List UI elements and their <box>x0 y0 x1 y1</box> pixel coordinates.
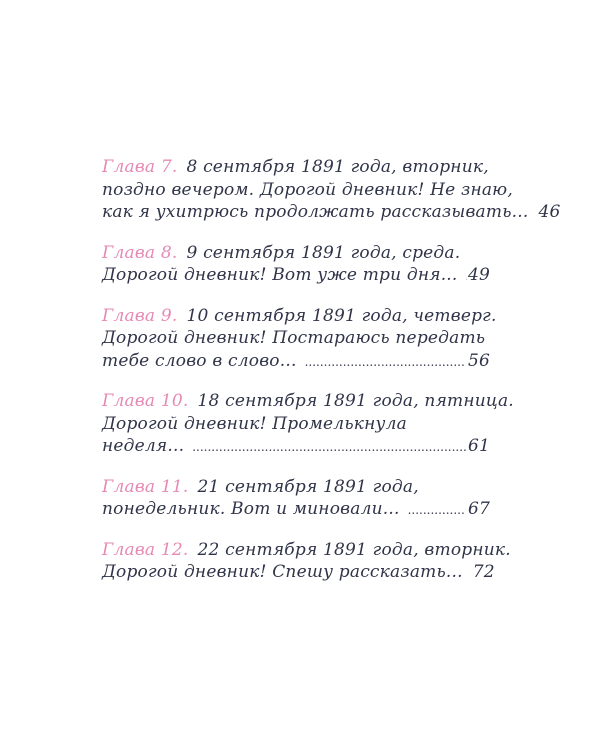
chapter-label: Глава 12. <box>102 539 189 560</box>
toc-entry-chapter-9 <box>102 305 497 373</box>
toc-entry-chapter-11 <box>102 476 490 521</box>
toc-entry-chapter-7 <box>102 156 561 224</box>
chapter-title-text: неделя... <box>102 436 185 456</box>
dot-leader <box>305 350 466 374</box>
toc-entry-chapter-10 <box>102 390 514 458</box>
chapter-title-text: как я ухитрюсь продолжать рассказывать... <box>102 202 529 222</box>
toc-line <box>102 390 514 413</box>
toc-leader-line <box>102 350 490 373</box>
chapter-title-text: Дорогой дневник! Промелькнула <box>102 413 407 434</box>
chapter-label: Глава 7. <box>102 157 178 177</box>
toc-leader-line <box>102 264 490 287</box>
toc-leader-line <box>102 561 495 584</box>
dot-leader <box>408 498 466 522</box>
page-number: 46 <box>538 202 561 222</box>
toc-leader-line <box>102 201 561 224</box>
toc-line <box>102 413 490 436</box>
chapter-title-text: 21 сентября 1891 года, <box>197 476 419 497</box>
page-number: 67 <box>467 499 490 519</box>
chapter-label: Глава 11. <box>102 476 189 497</box>
toc-entry-chapter-12 <box>102 539 511 584</box>
page-number: 56 <box>467 350 490 371</box>
toc-leader-line <box>102 498 490 521</box>
chapter-title-text: Дорогой дневник! Спешу рассказать... <box>102 562 463 582</box>
page-number: 61 <box>467 436 490 456</box>
chapter-title-text: 10 сентября 1891 года, четверг. <box>186 305 497 326</box>
chapter-title-text: Дорогой дневник! Постараюсь передать <box>102 328 486 348</box>
chapter-label: Глава 10. <box>102 391 189 411</box>
toc-line <box>102 539 511 562</box>
toc-line <box>102 476 490 499</box>
toc-line <box>102 156 490 179</box>
table-of-contents <box>102 156 561 584</box>
dot-leader <box>192 435 466 459</box>
chapter-label: Глава 8. <box>102 242 178 263</box>
chapter-title-text: тебе слово в слово... <box>102 350 297 371</box>
chapter-title-text: 18 сентября 1891 года, пятница. <box>197 391 514 411</box>
page-number: 72 <box>472 562 495 582</box>
toc-entry-chapter-8 <box>102 242 490 287</box>
chapter-title-text: понедельник. Вот и миновали... <box>102 499 400 519</box>
chapter-title-text: Дорогой дневник! Вот уже три дня... <box>102 265 458 285</box>
chapter-label: Глава 9. <box>102 305 178 326</box>
toc-leader-line <box>102 435 490 458</box>
toc-line <box>102 242 490 265</box>
toc-line <box>102 305 497 328</box>
page-number: 49 <box>467 265 490 285</box>
chapter-title-text: 9 сентября 1891 года, среда. <box>186 242 461 263</box>
chapter-title-text: 8 сентября 1891 года, вторник, <box>186 157 489 177</box>
toc-line <box>102 179 513 202</box>
toc-line <box>102 327 490 350</box>
chapter-title-text: 22 сентября 1891 года, вторник. <box>197 539 511 560</box>
chapter-title-text: поздно вечером. Дорогой дневник! Не знаю, <box>102 179 513 200</box>
